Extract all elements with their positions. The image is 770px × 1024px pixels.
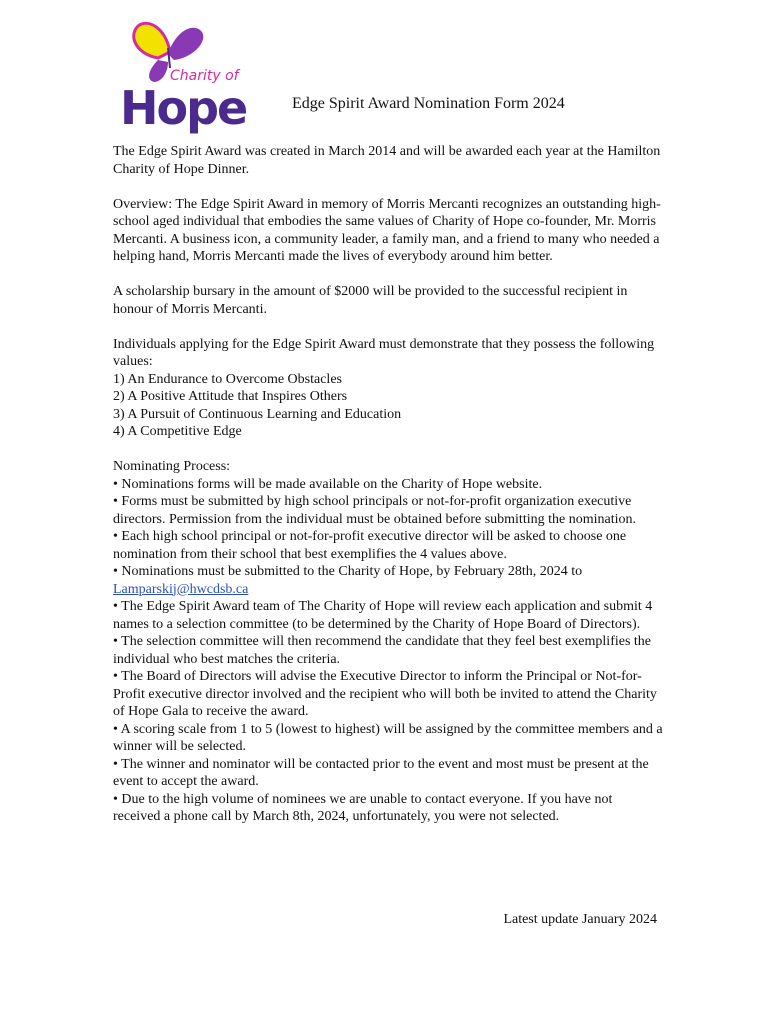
nominating-process-section [113,458,663,826]
page-title: Edge Spirit Award Nomination Form 2024 [292,95,565,112]
process-bullet: • Nominations must be submitted to the Charity of Hope, by February 28th, 2024 to [113,564,583,579]
email-link[interactable]: Lamparskij@hwcdsb.ca [113,581,249,597]
document-body [113,143,663,826]
process-heading: Nominating Process: [113,459,231,474]
value-item: 2) A Positive Attitude that Inspires Others [113,389,348,404]
logo-line1: Charity of [170,68,239,84]
process-bullet: • A scoring scale from 1 to 5 (lowest to highest) will be assigned by the committee members and a winner will be selected. [113,721,663,754]
logo-line2: Hope [120,81,247,134]
process-bullet: • Forms must be submitted by high school principals or not-for-profit organization executive directors. Permission from the individual must be obtained before submitting the nomination. [113,494,636,527]
process-bullet: • Due to the high volume of nominees we are unable to contact everyone. If you have not received a phone call by March 8th, 2024, unfortunately, you were not selected. [113,791,613,824]
process-bullet: • The Board of Directors will advise the Executive Director to inform the Principal or Not-for-Profit executive director involved and the recipient who will both be invited to attend the Charity of Hope Gala to receive the award. [113,669,657,719]
scholarship-paragraph: A scholarship bursary in the amount of $2000 will be provided to the successful recipient in honour of Morris Mercanti. [113,284,628,317]
overview-paragraph: Overview: The Edge Spirit Award in memory of Morris Mercanti recognizes an outstanding high-school aged individual that embodies the same values of Charity of Hope co-founder, Mr. Morris Mercanti. A business icon, a community leader, a family man, and a friend to many who needed a helping hand, Morris Mercanti made the lives of everybody around him better. [113,196,661,264]
intro-paragraph: The Edge Spirit Award was created in March 2014 and will be awarded each year at the Hamilton Charity of Hope Dinner. [113,144,661,177]
values-section [113,336,663,441]
value-item: 1) An Endurance to Overcome Obstacles [113,371,342,387]
process-bullet: • The selection committee will then recommend the candidate that they feel best exemplifies the individual who best matches the criteria. [113,634,652,667]
process-bullet: • Nominations forms will be made available on the Charity of Hope website. [113,476,543,492]
latest-update-note: Latest update January 2024 [503,912,657,927]
process-bullet: • The winner and nominator will be contacted prior to the event and most must be present at the event to accept the award. [113,756,649,789]
charity-of-hope-logo [118,18,264,134]
value-item: 3) A Pursuit of Continuous Learning and Education [113,406,402,422]
butterfly-logo-icon [118,18,264,134]
process-bullet: • The Edge Spirit Award team of The Charity of Hope will review each application and submit 4 names to a selection committee (to be determined by the Charity of Hope Board of Directors). [113,599,653,632]
value-item: 4) A Competitive Edge [113,424,242,439]
values-intro: Individuals applying for the Edge Spirit Award must demonstrate that they possess the following values: [113,336,655,369]
process-bullet: • Each high school principal or not-for-profit executive director will be asked to choose one nomination from their school that best exemplifies the 4 values above. [113,529,627,562]
